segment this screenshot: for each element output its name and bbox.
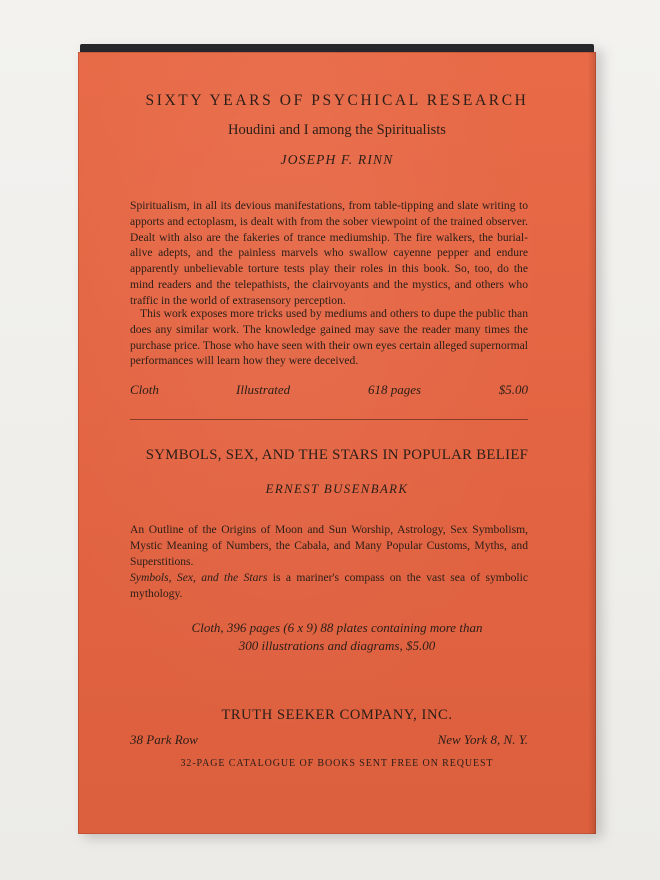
book1-pages: 618 pages	[368, 382, 422, 397]
book2-description-rest: is a mariner's compass on the vast sea of symbolic mythology.	[130, 571, 529, 600]
book1-illustrated: Illustrated	[236, 382, 291, 397]
book2-specs-line2: 300 illustrations and diagrams, $5.00	[238, 638, 436, 653]
book2-description-2	[130, 570, 528, 602]
catalogue-note: 32-PAGE CATALOGUE OF BOOKS SENT FREE ON REQUEST	[180, 758, 494, 769]
book1-description: Spiritualism, in all its devious manifestations, from table-tipping and slate writing to apports and ectoplasm, is dealt with from the sober viewpoint of the trained observer. Dealt with also are the fakeries of trance mediumship. The fire walkers, the burial-alive adepts, and the painless marvels who swallow cayenne pepper and endure apparently unbelievable torture tests play their roles in this book. So, too, do the mind readers and the telepathists, the clairvoyants and the mystics, and others who traffic in the world of extrasensory perception.	[130, 199, 528, 307]
book2-specs	[78, 619, 596, 655]
book2-specs-line1: Cloth, 396 pages (6 x 9) 88 plates containing more than	[191, 620, 483, 635]
book1-title: SIXTY YEARS OF PSYCHICAL RESEARCH	[145, 92, 529, 109]
book1-binding: Cloth	[130, 382, 159, 397]
book2-title: SYMBOLS, SEX, AND THE STARS IN POPULAR BELIEF	[145, 447, 529, 463]
book1-author: JOSEPH F. RINN	[280, 152, 394, 167]
book2-description: An Outline of the Origins of Moon and Sun Worship, Astrology, Sex Symbolism, Mystic Meaning of Numbers, the Cabala, and Many Popular Customs, Myths, and Superstitions.	[130, 523, 528, 568]
book1-price: $5.00	[498, 382, 528, 397]
publisher-street: 38 Park Row	[130, 732, 198, 747]
book1-description-2: This work exposes more tricks used by mediums and others to dupe the public than does any similar work. The knowledge gained may save the reader many times the purchase price. Those who have seen with their own eyes certain alleged supernormal performances will learn how they were deceived.	[130, 307, 529, 368]
publisher-address	[130, 732, 528, 750]
publisher-name: TRUTH SEEKER COMPANY, INC.	[221, 707, 453, 723]
book1-specs	[130, 382, 528, 400]
book2-title-italic: Symbols, Sex, and the Stars	[130, 571, 268, 584]
publisher-city: New York 8, N. Y.	[437, 732, 528, 747]
book2-author: ERNEST BUSENBARK	[265, 482, 409, 496]
book1-subtitle: Houdini and I among the Spiritualists	[228, 122, 446, 138]
book-back-cover	[78, 52, 596, 834]
section-divider	[130, 419, 528, 420]
